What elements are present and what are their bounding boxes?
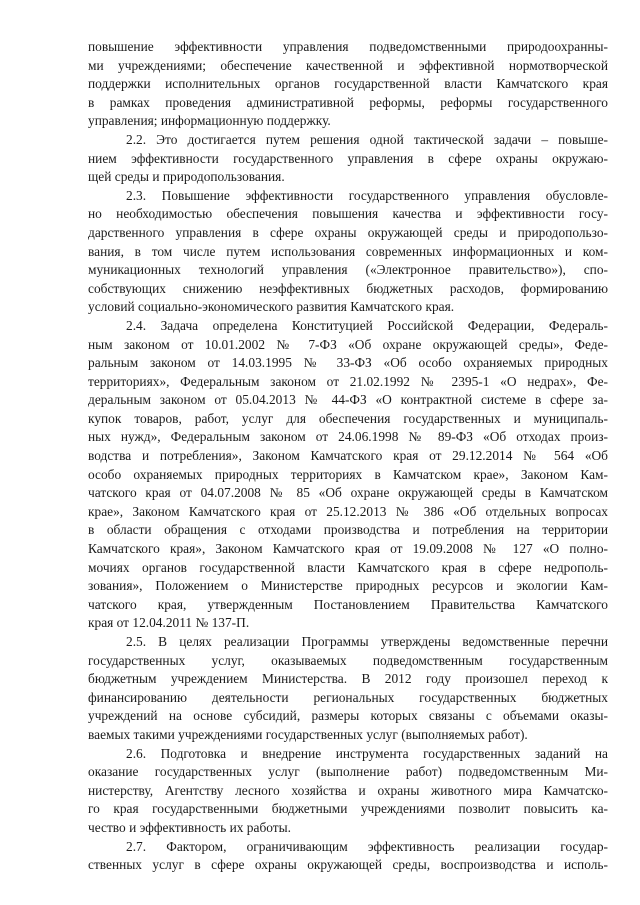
text-line: го края государственными бюджетными учреждениями позволит повысить ка- bbox=[88, 801, 608, 817]
text-line: в области обращения с отходами производства и потребления на территории bbox=[88, 522, 608, 538]
text-line: купок товаров, работ, услуг для обеспечения государственных и муниципаль- bbox=[88, 410, 608, 426]
text-line: зования», Положением о Министерстве природных ресурсов и экологии Кам- bbox=[88, 578, 608, 594]
text-line: поддержки исполнительных органов государственной власти Камчатского края bbox=[88, 76, 608, 92]
text-line: ных нужд», Федеральным законом от 24.06.1998 № 89-ФЗ «Об отходах произ- bbox=[88, 429, 608, 445]
text-line: деральным законом от 05.04.2013 № 44-ФЗ «О контрактной системе в сфере за- bbox=[88, 392, 608, 408]
text-line: чество и эффективность их работы. bbox=[88, 819, 291, 835]
text-line: чатского края, утвержденным Постановлением Правительства Камчатского bbox=[88, 596, 608, 612]
text-line: нием эффективности государственного управления в сфере охраны окружаю- bbox=[88, 150, 608, 166]
text-line: 2.2. Это достигается путем решения одной тактической задачи – повыше- bbox=[126, 131, 608, 147]
paragraph-2-4 bbox=[88, 317, 608, 633]
text-line: особо охраняемых природных территориях в Камчатском крае», Законом Кам- bbox=[88, 466, 608, 482]
paragraph-intro bbox=[88, 38, 608, 131]
paragraph-2-7 bbox=[88, 838, 608, 875]
text-line: государственных услуг, оказываемых подведомственным государственным bbox=[88, 652, 608, 668]
text-line: щей среды и природопользования. bbox=[88, 169, 285, 185]
text-line: вания, в том числе путем использования современных информационных и ком- bbox=[88, 243, 608, 259]
text-line: ральным законом от 14.03.1995 № 33-ФЗ «Об особо охраняемых природных bbox=[88, 355, 608, 371]
text-line: ным законом от 10.01.2002 № 7-ФЗ «Об охране окружающей среды», Феде- bbox=[88, 336, 608, 352]
paragraph-2-5 bbox=[88, 633, 608, 745]
text-line: 2.7. Фактором, ограничивающим эффективность реализации государ- bbox=[126, 838, 608, 854]
text-line: чатского края от 04.07.2008 № 85 «Об охране окружающей среды в Камчатском bbox=[88, 485, 608, 501]
text-line: оказание государственных услуг (выполнение работ) подведомственным Ми- bbox=[88, 764, 608, 780]
text-line: ми учреждениями; обеспечение качественной и эффективной нормотворческой bbox=[88, 57, 608, 73]
text-line: дарственного управления в сфере охраны окружающей среды и природопользо- bbox=[88, 224, 608, 240]
document-page bbox=[88, 38, 608, 875]
text-line: 2.3. Повышение эффективности государственного управления обусловле- bbox=[126, 187, 608, 203]
text-line: но необходимостью обеспечения повышения качества и эффективности госу- bbox=[88, 206, 608, 222]
text-line: 2.5. В целях реализации Программы утверждены ведомственные перечни bbox=[126, 634, 608, 649]
text-line: нистерству, Агентству лесного хозяйства и охраны животного мира Камчатско- bbox=[88, 782, 608, 798]
text-line: водства и потребления», Законом Камчатского края от 29.12.2014 № 564 «Об bbox=[88, 448, 608, 464]
text-line: края от 12.04.2011 № 137-П. bbox=[88, 615, 250, 631]
text-line: условий социально-экономического развития Камчатского края. bbox=[88, 299, 455, 315]
paragraph-2-2 bbox=[88, 131, 608, 187]
text-line: 2.6. Подготовка и внедрение инструмента государственных заданий на bbox=[126, 745, 608, 761]
text-line: учреждений на основе субсидий, размеры которых связаны с объемами оказы- bbox=[88, 708, 608, 724]
paragraph-2-6 bbox=[88, 745, 608, 838]
text-line: крае», Законом Камчатского края от 25.12.2013 № 386 «Об отдельных вопросах bbox=[88, 503, 608, 519]
paragraph-2-3 bbox=[88, 187, 608, 317]
text-line: мочиях органов государственной власти Камчатского края в сфере недрополь- bbox=[88, 559, 608, 575]
text-line: ваемых такими учреждениями государственных услуг (выполняемых работ). bbox=[88, 726, 528, 742]
text-line: ственных услуг в сфере охраны окружающей среды, воспроизводства и исполь- bbox=[88, 857, 608, 873]
text-line: собствующих снижению неэффективных бюджетных расходов, формированию bbox=[88, 280, 608, 296]
text-line: повышение эффективности управления подведомственными природоохранны- bbox=[88, 39, 608, 54]
text-line: территориях», Федеральным законом от 21.02.1992 № 2395-1 «О недрах», Фе- bbox=[88, 373, 608, 389]
text-line: муникационных технологий управления («Электронное правительство»), спо- bbox=[88, 262, 608, 278]
text-line: управления; информационную поддержку. bbox=[88, 113, 331, 129]
text-line: Камчатского края», Законом Камчатского края от 19.09.2008 № 127 «О полно- bbox=[88, 541, 608, 557]
text-line: бюджетным учреждением Министерства. В 2012 году произошел переход к bbox=[88, 671, 608, 687]
text-line: финансированию деятельности региональных государственных бюджетных bbox=[88, 689, 608, 705]
text-line: в рамках проведения административной реформы, реформы государственного bbox=[88, 94, 608, 110]
text-line: 2.4. Задача определена Конституцией Российской Федерации, Федераль- bbox=[126, 317, 608, 333]
